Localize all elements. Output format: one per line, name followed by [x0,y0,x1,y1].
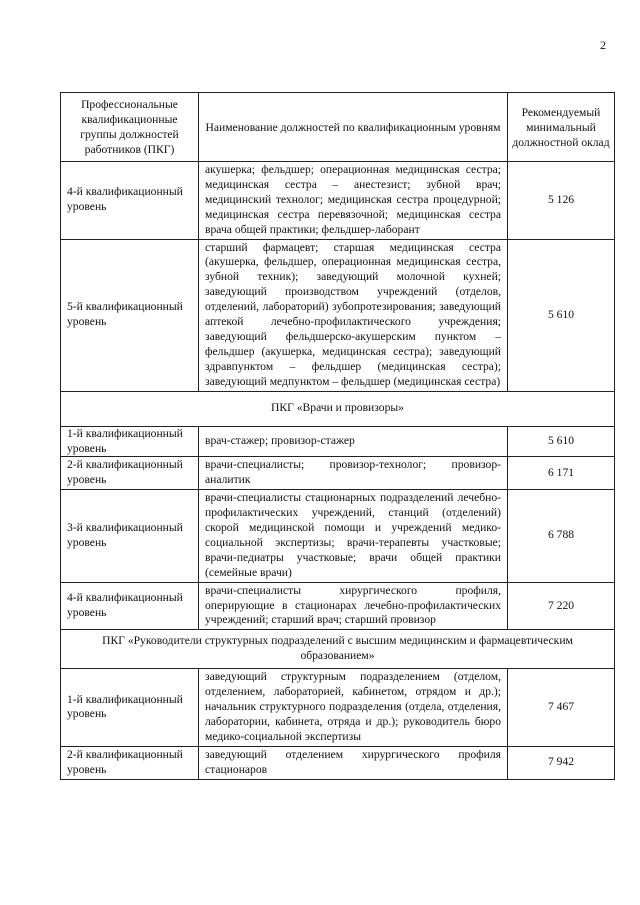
salary-value: 7 942 [508,746,615,779]
header-positions: Наименование должностей по квалификационным уровням [199,93,508,162]
salary-value: 5 610 [508,239,615,391]
qualification-level: 3-й квалификационный уровень [61,490,199,582]
positions-list: врачи-специалисты хирургического профиля, оперирующие в стационарах лечебно-профилактических учреждений; старший врач; старший провизор [199,582,508,630]
qualification-level: 2-й квалификационный уровень [61,746,199,779]
qualification-level: 1-й квалификационный уровень [61,426,199,457]
table-row [61,490,615,582]
qualification-level: 4-й квалификационный уровень [61,582,199,630]
positions-list: заведующий отделением хирургического профиля стационаров [199,746,508,779]
table-row [61,582,615,630]
salary-value: 6 788 [508,490,615,582]
section-row [61,391,615,426]
section-title: ПКГ «Руководители структурных подразделений с высшим медицинским и фармацевтическим образованием» [61,630,615,669]
qualification-level: 2-й квалификационный уровень [61,457,199,490]
section-title: ПКГ «Врачи и провизоры» [61,391,615,426]
salary-table [60,92,615,780]
salary-value: 5 610 [508,426,615,457]
salary-value: 7 220 [508,582,615,630]
positions-list: заведующий структурным подразделением (отделом, отделением, лабораторией, кабинетом, отрядом и др.); начальник структурного подразделения (отдела, отделения, лаборатории, кабинета, отряда и др.); руководитель бюро медико-социальной экспертизы [199,669,508,747]
positions-list: врачи-специалисты стационарных подразделений лечебно-профилактических учреждений, станций (отделений) скорой медицинской помощи и учреждений медико-социальной экспертизы; врачи-терапевты участковые; врачи-педиатры участковые; врачи общей практики (семейные врачи) [199,490,508,582]
table-row [61,457,615,490]
salary-value: 6 171 [508,457,615,490]
salary-value: 5 126 [508,162,615,240]
header-group: Профессиональные квалификационные группы должностей работников (ПКГ) [61,93,199,162]
qualification-level: 1-й квалификационный уровень [61,669,199,747]
table-row [61,746,615,779]
page-number: 2 [600,38,606,52]
header-salary: Рекомендуемый минимальный должностной оклад [508,93,615,162]
positions-list: акушерка; фельдшер; операционная медицинская сестра; медицинская сестра – анестезист; зубной врач; медицинский технолог; медицинская сестра процедурной; медицинская сестра перевязочной; медицинская сестра врача общей практики; фельдшер-лаборант [199,162,508,240]
qualification-level: 4-й квалификационный уровень [61,162,199,240]
salary-value: 7 467 [508,669,615,747]
table-row [61,162,615,240]
positions-list: врачи-специалисты; провизор-технолог; провизор-аналитик [199,457,508,490]
table-header-row [61,93,615,162]
table-row [61,239,615,391]
positions-list: старший фармацевт; старшая медицинская сестра (акушерка, фельдшер, операционная медицинская сестра, зубной техник); заведующий молочной кухней; заведующий производством учреждений (отделов, отделений, лабораторий) зубопротезирования; заведующий аптекой лечебно-профилактического учреждения; заведующий фельдшерско-акушерским пунктом – фельдшер (акушерка, медицинская сестра); заведующий здравпунктом – фельдшер (медицинская сестра); заведующий медпунктом – фельдшер (медицинская сестра) [199,239,508,391]
qualification-level: 5-й квалификационный уровень [61,239,199,391]
section-row [61,630,615,669]
table-row [61,669,615,747]
positions-list: врач-стажер; провизор-стажер [199,426,508,457]
table-row [61,426,615,457]
